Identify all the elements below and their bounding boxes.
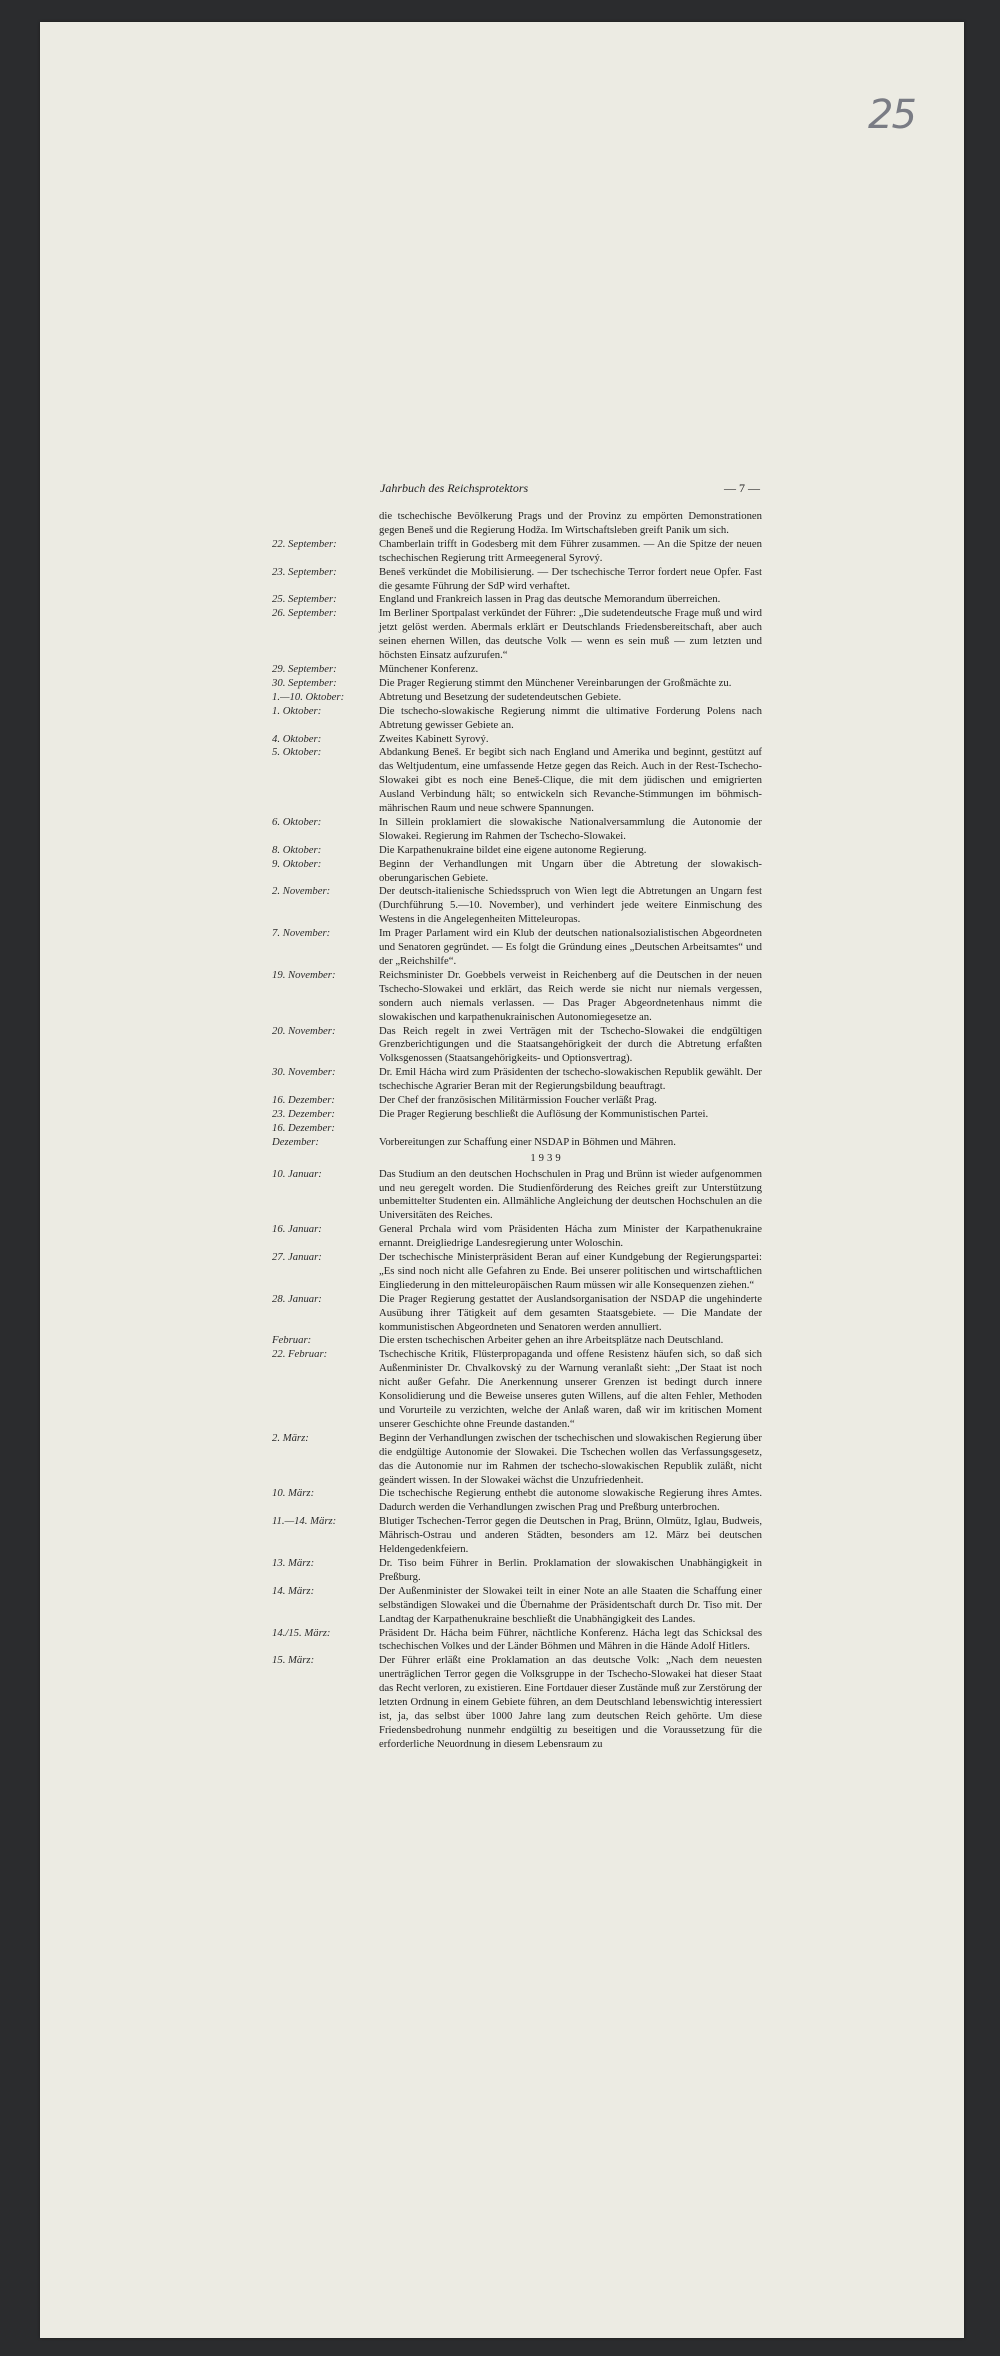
entry-text: Blutiger Tschechen-Terror gegen die Deutschen in Prag, Brünn, Olmütz, Iglau, Budweis, Mährisch-Ostrau und anderen Städten, besonders am 12. März bei deutschen Heldengedenkfeiern.: [379, 1515, 762, 1556]
entry-date: 28. Januar:: [272, 1292, 322, 1305]
chronology-entry: [272, 607, 762, 663]
chronology-entry: [272, 1136, 762, 1150]
chronology-entry: [272, 927, 762, 969]
entry-date: 1.—10. Oktober:: [272, 690, 345, 703]
entry-date: 14./15. März:: [272, 1626, 331, 1639]
chronology-entry: [272, 705, 762, 733]
document-sheet: [40, 22, 964, 2338]
entry-date: 16. Dezember:: [272, 1094, 335, 1107]
entry-text: Der Führer erläßt eine Proklamation an das deutsche Volk: „Nach dem neuesten unerträglichen Terror gegen die Volksgruppe in der Tschecho-Slowakei hat dieser Staat das Recht verloren, zu existieren. Eine Fortdauer dieser Zustände muß zur Zerstörung der letzten Ordnung in einem Gebiete führen, an dem Deutschland lebenswichtig interessiert ist, ja, das selbst über 1000 Jahre lang zum deutschen Reich gehörte. Um diese Friedensbedrohung nunmehr endgültig zu beseitigen und die Voraussetzung für die erforderliche Neuordnung in diesem Lebensraum zu: [379, 1654, 762, 1750]
chronology-entry: [272, 1515, 762, 1557]
chronology-entry: [272, 885, 762, 927]
chronology-entry: [272, 677, 762, 691]
entry-text: Der deutsch-italienische Schiedsspruch von Wien legt die Abtretungen an Ungarn fest (Durchführung 5.—10. November), und verhindert jede weitere Einmischung des Westens in die Angelegenheiten Mitteleuropas.: [379, 885, 762, 926]
chronology-entry: [272, 1654, 762, 1751]
entry-date: Februar:: [272, 1334, 312, 1347]
chronology-entry: [272, 1348, 762, 1431]
entry-date: 2. November:: [272, 885, 331, 898]
entry-text: Beginn der Verhandlungen mit Ungarn über die Abtretung der slowakisch-oberungarischen Gebiete.: [379, 857, 762, 884]
entry-text: Die Prager Regierung stimmt den Münchener Vereinbarungen der Großmächte zu.: [379, 676, 732, 689]
chronology-entry: [272, 566, 762, 594]
entry-date: 16. Januar:: [272, 1223, 322, 1236]
chronology-entry: [272, 1066, 762, 1094]
entry-date: 20. November:: [272, 1024, 336, 1037]
entry-date: 29. September:: [272, 662, 337, 675]
entry-text: General Prchala wird vom Präsidenten Hácha zum Minister der Karpathenukraine ernannt. Dreigliedrige Landesregierung unter Woloschin.: [379, 1223, 762, 1250]
entry-text: Die Prager Regierung gestattet der Auslandsorganisation der NSDAP die ungehinderte Ausübung ihrer Tätigkeit auf dem gesamten Staatsgebiete. — Die Mandate der kommunistischen Abgeordneten und Senatoren werden annulliert.: [379, 1292, 762, 1333]
entry-text: Das Studium an den deutschen Hochschulen in Prag und Brünn ist wieder aufgenommen und neu geregelt worden. Die Studienförderung des Reiches greift zur Unterstützung unbemittelter Studenten ein. Allmähliche Angleichung der deutschen Hochschulen an die Universitäten des Reiches.: [379, 1167, 762, 1222]
entry-date: 23. Dezember:: [272, 1107, 335, 1120]
entry-date: 27. Januar:: [272, 1251, 322, 1264]
chronology-entry: [272, 844, 762, 858]
entries-1939: [272, 1168, 762, 1752]
entry-date: 6. Oktober:: [272, 815, 322, 828]
entry-text: Dr. Tiso beim Führer in Berlin. Proklamation der slowakischen Unabhängigkeit in Preßburg.: [379, 1556, 762, 1583]
chronology-entry: [272, 816, 762, 844]
entry-text: Das Reich regelt in zwei Verträgen mit der Tschecho-Slowakei die endgültigen Grenzberichtigungen und die Staatsangehörigkeit der durch die Abtretung erfaßten Volksgenossen (Staatsangehörigkeits- und Optionsvertrag).: [379, 1024, 762, 1065]
intro-paragraph: die tschechische Bevölkerung Prags und der Provinz zu empörten Demonstrationen gegen Beneš und die Regierung Hodža. Im Wirtschaftsleben greift Panik um sich.: [379, 510, 762, 536]
entry-text: Der tschechische Ministerpräsident Beran auf einer Kundgebung der Regierungspartei: „Es sind noch nicht alle Gefahren zu Ende. Bei unserer politischen und wirtschaftlichen Eingliederung in den mitteleuropäischen Raum müssen wir alle Konsequenzen ziehen.“: [379, 1251, 762, 1291]
header-title: Jahrbuch des Reichsprotektors: [380, 481, 529, 495]
page-number: — 7 —: [724, 481, 760, 495]
entry-text: Zweites Kabinett Syrový.: [379, 732, 489, 745]
entry-text: Beneš verkündet die Mobilisierung. — Der tschechische Terror fordert neue Opfer. Fast die gesamte Führung der SdP wird verhaftet.: [379, 565, 762, 592]
entry-text: Münchener Konferenz.: [379, 662, 479, 675]
chronology-entry: [272, 1627, 762, 1655]
entry-text: Dr. Emil Hácha wird zum Präsidenten der tschecho-slowakischen Republik gewählt. Der tschechische Agrarier Beran mit der Regierungsbildung beauftragt.: [379, 1066, 762, 1093]
entry-date: 25. September:: [272, 593, 337, 606]
chronology-entry: [272, 858, 762, 886]
entry-date: 11.—14. März:: [272, 1515, 337, 1528]
entry-date: 15. März:: [272, 1654, 315, 1667]
entry-text: Im Prager Parlament wird ein Klub der deutschen nationalsozialistischen Abgeordneten und Senatoren gegründet. — Es folgt die Gründung eines „Deutschen Arbeitsamtes“ und der „Reichshilfe“.: [379, 927, 762, 967]
chronology-entry: [272, 1168, 762, 1224]
entry-date: 7. November:: [272, 927, 331, 940]
chronology-entry: [272, 538, 762, 566]
chronology-entry: [272, 1487, 762, 1515]
entry-text: Die tschechische Regierung enthebt die autonome slowakische Regierung ihres Amtes. Dadurch werden die Verhandlungen zwischen Prag und Preßburg unterbrochen.: [379, 1487, 762, 1514]
chronology-entry: [272, 1293, 762, 1335]
chronology-entry: [272, 1223, 762, 1251]
entry-text: Abtretung und Besetzung der sudetendeutschen Gebiete.: [379, 690, 622, 703]
entries-1938: [272, 538, 762, 1150]
entry-date: 13. März:: [272, 1556, 315, 1569]
page-header: [380, 481, 760, 496]
entry-date: 16. Dezember:: [272, 1121, 335, 1134]
entry-text: Im Berliner Sportpalast verkündet der Führer: „Die sudetendeutsche Frage muß und wird jetzt gelöst werden. Abermals erklärt er Deutschlands Friedensbereitschaft, aber auch seinen ehernen Willen, das deutsche Volk — wenn es sein muß — zum letzten und höchsten Einsatz aufzurufen.“: [379, 607, 762, 662]
entry-text: Abdankung Beneš. Er begibt sich nach England und Amerika und beginnt, gestützt auf das Weltjudentum, eine umfassende Hetze gegen das Reich. Auch in der Rest-Tschecho-Slowakei gibt es noch eine Beneš-Clique, die mit dem jüdischen und emigrierten Ausland Verbindung hält; so entwickeln sich Revanche-Stimmungen im böhmisch-mährischen Raum und neue schwere Spannungen.: [379, 746, 762, 815]
chronology-entry: [272, 1432, 762, 1488]
chronology-entry: [272, 663, 762, 677]
entry-text: Die ersten tschechischen Arbeiter gehen an ihre Arbeitsplätze nach Deutschland.: [379, 1334, 724, 1347]
entry-date: 26. September:: [272, 607, 337, 620]
chronology-entry: [272, 593, 762, 607]
entry-date: 8. Oktober:: [272, 843, 322, 856]
chronology-entry: [272, 1108, 762, 1122]
entry-text: Chamberlain trifft in Godesberg mit dem Führer zusammen. — An die Spitze der neuen tschechischen Regierung tritt Armeegeneral Syrový.: [379, 537, 762, 564]
folio-number: 25: [868, 92, 915, 138]
chronology-entry: [272, 969, 762, 1025]
entry-date: 1. Oktober:: [272, 704, 322, 717]
entry-date: 14. März:: [272, 1584, 315, 1597]
entry-date: 10. März:: [272, 1487, 315, 1500]
entry-text: England und Frankreich lassen in Prag das deutsche Memorandum überreichen.: [379, 593, 721, 606]
entry-date: 5. Oktober:: [272, 746, 322, 759]
entry-text: Vorbereitungen zur Schaffung einer NSDAP in Böhmen und Mähren.: [379, 1135, 676, 1148]
chronology-entry: [272, 746, 762, 816]
chronology-entry: [272, 1094, 762, 1108]
chronology-entry: [272, 1025, 762, 1067]
entry-date: 2. März:: [272, 1431, 309, 1444]
entry-text: Die Karpathenukraine bildet eine eigene autonome Regierung.: [379, 843, 647, 856]
entry-date: 4. Oktober:: [272, 732, 322, 745]
chronology-entry: [272, 1122, 762, 1136]
chronology-entry: [272, 1585, 762, 1627]
entry-text: In Sillein proklamiert die slowakische Nationalversammlung die Autonomie der Slowakei. Regierung im Rahmen der Tschecho-Slowakei.: [379, 815, 762, 842]
chronology-entry: [272, 733, 762, 747]
entry-date: Dezember:: [272, 1135, 319, 1148]
year-heading: 1939: [530, 1151, 564, 1164]
entry-text: Reichsminister Dr. Goebbels verweist in Reichenberg auf die Deutschen in der neuen Tschecho-Slowakei und erklärt, das Reich werde sie nicht nur niemals vergessen, sondern auch niemals verlassen. — Das Prager Abgeordnetenhaus nimmt die slowakischen und karpathenukrainischen Autonomiegesetze an.: [379, 968, 762, 1023]
entry-text: Beginn der Verhandlungen zwischen der tschechischen und slowakischen Regierung über die endgültige Autonomie der Slowakei. Die Tschechen wollen das Verfassungsgesetz, das die Autonomie nur im Rahmen der tschecho-slowakischen Republik zuläßt, nicht geändert wissen. In der Slowakei wächst die Unzufriedenheit.: [379, 1431, 762, 1486]
entry-text: Der Chef der französischen Militärmission Foucher verläßt Prag.: [379, 1094, 657, 1107]
entry-date: 30. September:: [272, 676, 337, 689]
entry-date: 22. September:: [272, 537, 337, 550]
entry-date: 10. Januar:: [272, 1167, 322, 1180]
entry-date: 30. November:: [272, 1066, 336, 1079]
entry-text: [379, 1122, 762, 1136]
chronology-entry: [272, 1334, 762, 1348]
entry-text: Tschechische Kritik, Flüsterpropaganda und offene Resistenz häufen sich, so daß sich Außenminister Dr. Chvalkovský zu der Warnung veranlaßt sieht: „Der Staat ist noch nicht außer Gefahr. Die Anerkennung unserer Grenzen ist bedingt durch innere Konsolidierung und die Beweise unseres guten Willens, auf die alten Fehler, Methoden und Vorurteile zu verzichten, welche der Anlaß waren, daß wir im kritischen Moment unserer Geschichte ohne Freunde dastanden.“: [379, 1348, 762, 1430]
entry-date: 22. Februar:: [272, 1348, 328, 1361]
entry-text: Die Prager Regierung beschließt die Auflösung der Kommunistischen Partei.: [379, 1107, 709, 1120]
chronology-entry: [272, 1251, 762, 1293]
chronology-entry: [272, 691, 762, 705]
entry-date: 9. Oktober:: [272, 857, 322, 870]
entry-text: Der Außenminister der Slowakei teilt in einer Note an alle Staaten die Schaffung einer selbständigen Slowakei und die Übernahme der Präsidentschaft durch Dr. Tiso mit. Der Landtag der Karpathenukraine beschließt die Unabhängigkeit des Landes.: [379, 1584, 762, 1625]
entry-text: Präsident Dr. Hácha beim Führer, nächtliche Konferenz. Hácha legt das Schicksal des tschechischen Volkes und der Länder Böhmen und Mähren in die Hände Adolf Hitlers.: [379, 1626, 762, 1653]
chronology-entry: [272, 1557, 762, 1585]
entry-date: 23. September:: [272, 565, 337, 578]
entry-date: 19. November:: [272, 968, 336, 981]
chronology-body: [272, 510, 762, 1752]
entry-text: Die tschecho-slowakische Regierung nimmt die ultimative Forderung Polens nach Abtretung gewisser Gebiete an.: [379, 704, 762, 731]
